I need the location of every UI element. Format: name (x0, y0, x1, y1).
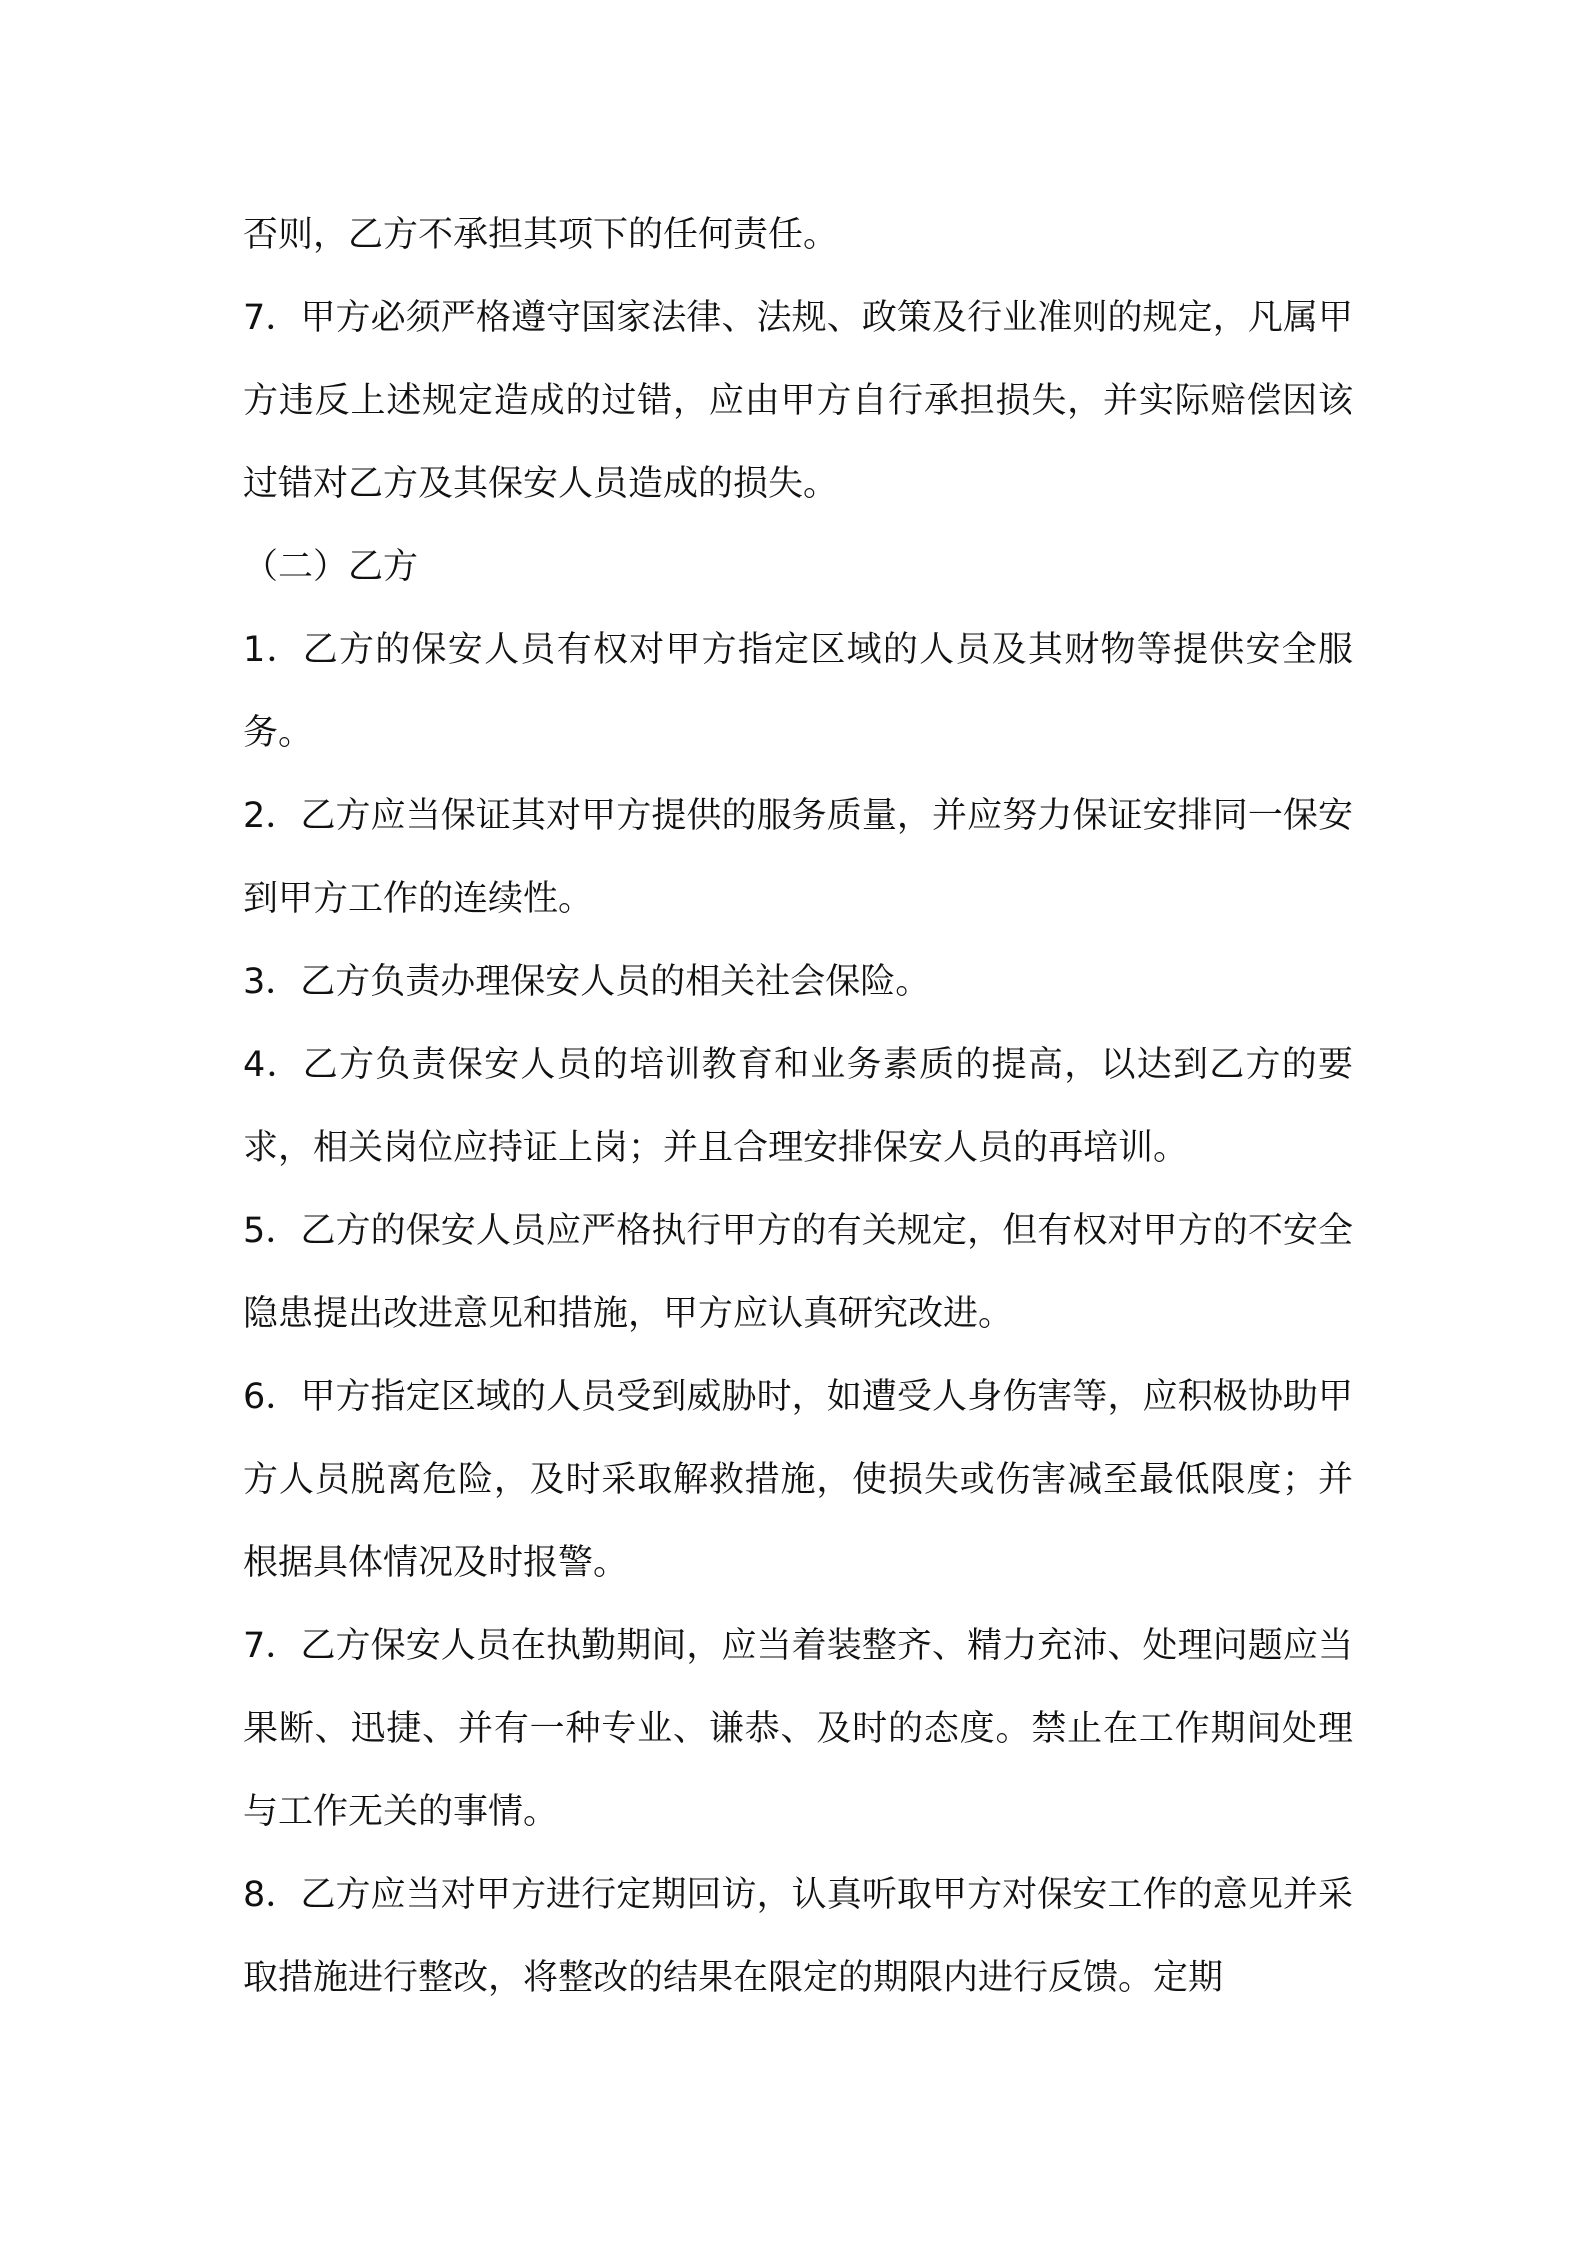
clause-a7: 7．甲方必须严格遵守国家法律、法规、政策及行业准则的规定，凡属甲方违反上述规定造成的过错，应由甲方自行承担损失，并实际赔偿因该过错对乙方及其保安人员造成的损失。 (243, 298, 1353, 504)
paragraph-continuation: 否则，乙方不承担其项下的任何责任。 (243, 215, 839, 255)
section-heading-party-b: （二）乙方 (243, 547, 419, 587)
clause-b5: 5．乙方的保安人员应严格执行甲方的有关规定，但有权对甲方的不安全隐患提出改进意见和措施，甲方应认真研究改进。 (243, 1211, 1353, 1334)
clause-b8: 8．乙方应当对甲方进行定期回访，认真听取甲方对保安工作的意见并采取措施进行整改，将整改的结果在限定的期限内进行反馈。定期 (243, 1875, 1353, 1998)
clause-b4: 4．乙方负责保安人员的培训教育和业务素质的提高，以达到乙方的要求，相关岗位应持证上岗；并且合理安排保安人员的再培训。 (243, 1045, 1353, 1168)
clause-b2: 2．乙方应当保证其对甲方提供的服务质量，并应努力保证安排同一保安到甲方工作的连续性。 (243, 796, 1353, 919)
document-body (243, 194, 1353, 2020)
clause-b7: 7．乙方保安人员在执勤期间，应当着装整齐、精力充沛、处理问题应当果断、迅捷、并有一种专业、谦恭、及时的态度。禁止在工作期间处理与工作无关的事情。 (243, 1626, 1353, 1832)
clause-b6: 6．甲方指定区域的人员受到威胁时，如遭受人身伤害等，应积极协助甲方人员脱离危险，及时采取解救措施，使损失或伤害减至最低限度；并根据具体情况及时报警。 (243, 1377, 1353, 1583)
clause-b3: 3．乙方负责办理保安人员的相关社会保险。 (243, 962, 931, 1002)
clause-b1: 1．乙方的保安人员有权对甲方指定区域的人员及其财物等提供安全服务。 (243, 630, 1353, 753)
